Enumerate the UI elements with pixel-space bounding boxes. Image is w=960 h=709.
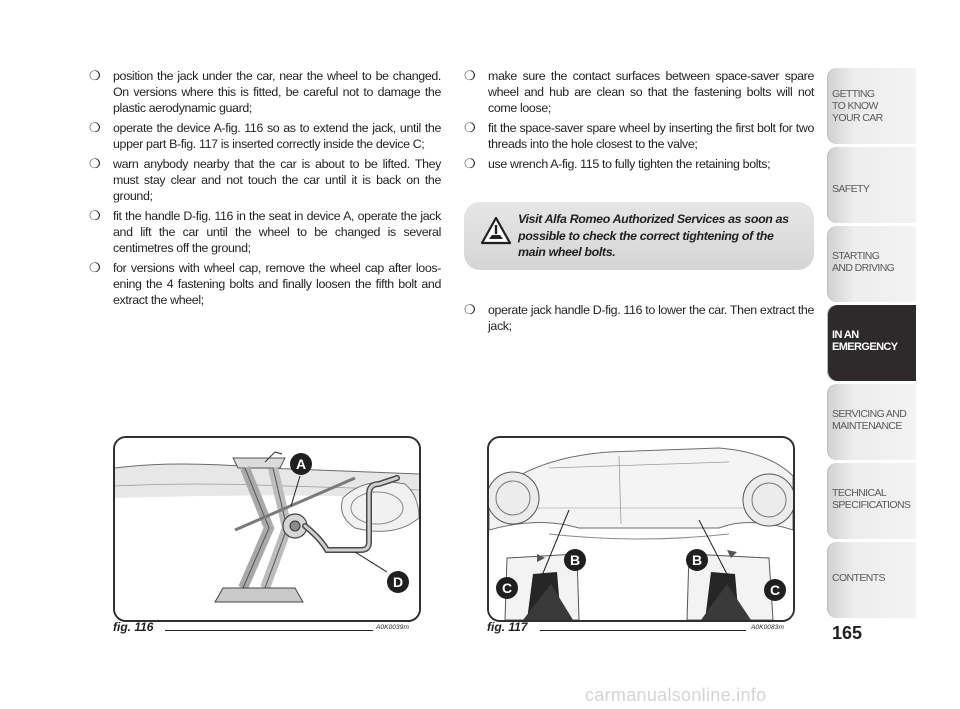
tab-label: TECHNICAL SPECIFICATIONS	[832, 487, 911, 511]
list-item: ❍ operate the device A-fig. 116 so as to extend the jack, until the upper part B-fig. 117 is inserted correctly inside the device C;	[89, 120, 441, 152]
page-number: 165	[832, 623, 863, 643]
callout-b-label: B	[691, 552, 703, 568]
tab-label: IN AN EMERGENCY	[832, 329, 898, 353]
list-item: ❍ use wrench A-fig. 115 to fully tighten the retaining bolts;	[464, 155, 771, 171]
figure-117-rule	[540, 630, 746, 631]
figure-117-code: A0K0083m	[751, 624, 784, 631]
tab-getting-to-know-your-car[interactable]	[827, 68, 916, 144]
watermark: carmanualsonline.info	[585, 685, 767, 705]
list-item: ❍ for versions with wheel cap, remove the wheel cap after loos-ening the 4 fastening bolts and finally loosen the fifth bolt and extract the wheel;	[89, 259, 441, 308]
tab-in-an-emergency[interactable]	[827, 305, 916, 381]
tab-label: GETTING TO KNOW YOUR CAR	[832, 88, 883, 124]
tab-label: SAFETY	[832, 183, 870, 195]
right-column	[464, 68, 814, 175]
warning-box	[464, 202, 814, 270]
figure-117-label: fig. 117	[487, 620, 528, 634]
bullet-icon: ❍	[464, 155, 476, 171]
list-item: ❍ make sure the contact surfaces between space-saver spare wheel and hub are clean so that the fastening bolts will not come loose;	[464, 68, 814, 116]
car-jacking-points-illustration	[489, 438, 793, 620]
tab-contents[interactable]	[827, 542, 916, 618]
bullet-icon: ❍	[89, 68, 101, 83]
tab-label: CONTENTS	[832, 572, 885, 584]
tab-servicing-and-maintenance[interactable]	[827, 384, 916, 460]
tab-safety[interactable]	[827, 147, 916, 223]
warning-triangle-icon	[480, 216, 512, 246]
tab-label: SERVICING AND MAINTENANCE	[832, 408, 907, 432]
list-item: ❍ operate jack handle D-fig. 116 to lower the car. Then extract the jack;	[464, 302, 814, 334]
bullet-icon: ❍	[89, 207, 101, 223]
figure-116-image	[113, 436, 421, 622]
figure-116-rule	[165, 630, 373, 631]
list-item: ❍ warn anybody nearby that the car is about to be lifted. They must stay clear and not touch the car until it is back on the ground;	[89, 155, 441, 204]
bullet-icon: ❍	[89, 259, 101, 275]
figure-117-image	[487, 436, 795, 622]
callout-c-label: C	[769, 582, 781, 598]
bullet-icon: ❍	[89, 120, 101, 135]
left-column	[89, 68, 441, 312]
bullet-icon: ❍	[464, 68, 476, 83]
figure-116-label: fig. 116	[113, 620, 154, 634]
bullet-icon: ❍	[89, 155, 101, 171]
list-item: ❍ fit the space-saver spare wheel by inserting the first bolt for two threads into the hole closest to the valve;	[464, 120, 814, 152]
bullet-icon: ❍	[464, 120, 476, 135]
right-instruction-list	[464, 68, 814, 172]
jack-illustration	[115, 438, 419, 620]
right-instruction-list-2	[464, 302, 814, 334]
tab-technical-specifications[interactable]	[827, 463, 916, 539]
callout-d-label: D	[392, 574, 404, 590]
left-instruction-list	[89, 68, 441, 308]
tab-label: STARTING AND DRIVING	[832, 250, 895, 274]
figure-116-code: A0K0039m	[376, 624, 409, 631]
warning-text: Visit Alfa Romeo Authorized Services as soon as possible to check the correct tightening of the main wheel bolts.	[518, 212, 789, 259]
bullet-icon: ❍	[464, 302, 476, 317]
callout-a-label: A	[295, 456, 307, 472]
list-item: ❍ fit the handle D-fig. 116 in the seat in device A, operate the jack and lift the car until the wheel to be changed is several centimetres off the ground;	[89, 207, 441, 256]
right-column-continued	[464, 302, 814, 338]
callout-b-label: B	[569, 552, 581, 568]
callout-c-label: C	[501, 580, 513, 596]
list-item: ❍ position the jack under the car, near the wheel to be changed. On versions where this is fitted, be careful not to damage the plastic aerodynamic guard;	[89, 68, 441, 116]
tab-starting-and-driving[interactable]	[827, 226, 916, 302]
